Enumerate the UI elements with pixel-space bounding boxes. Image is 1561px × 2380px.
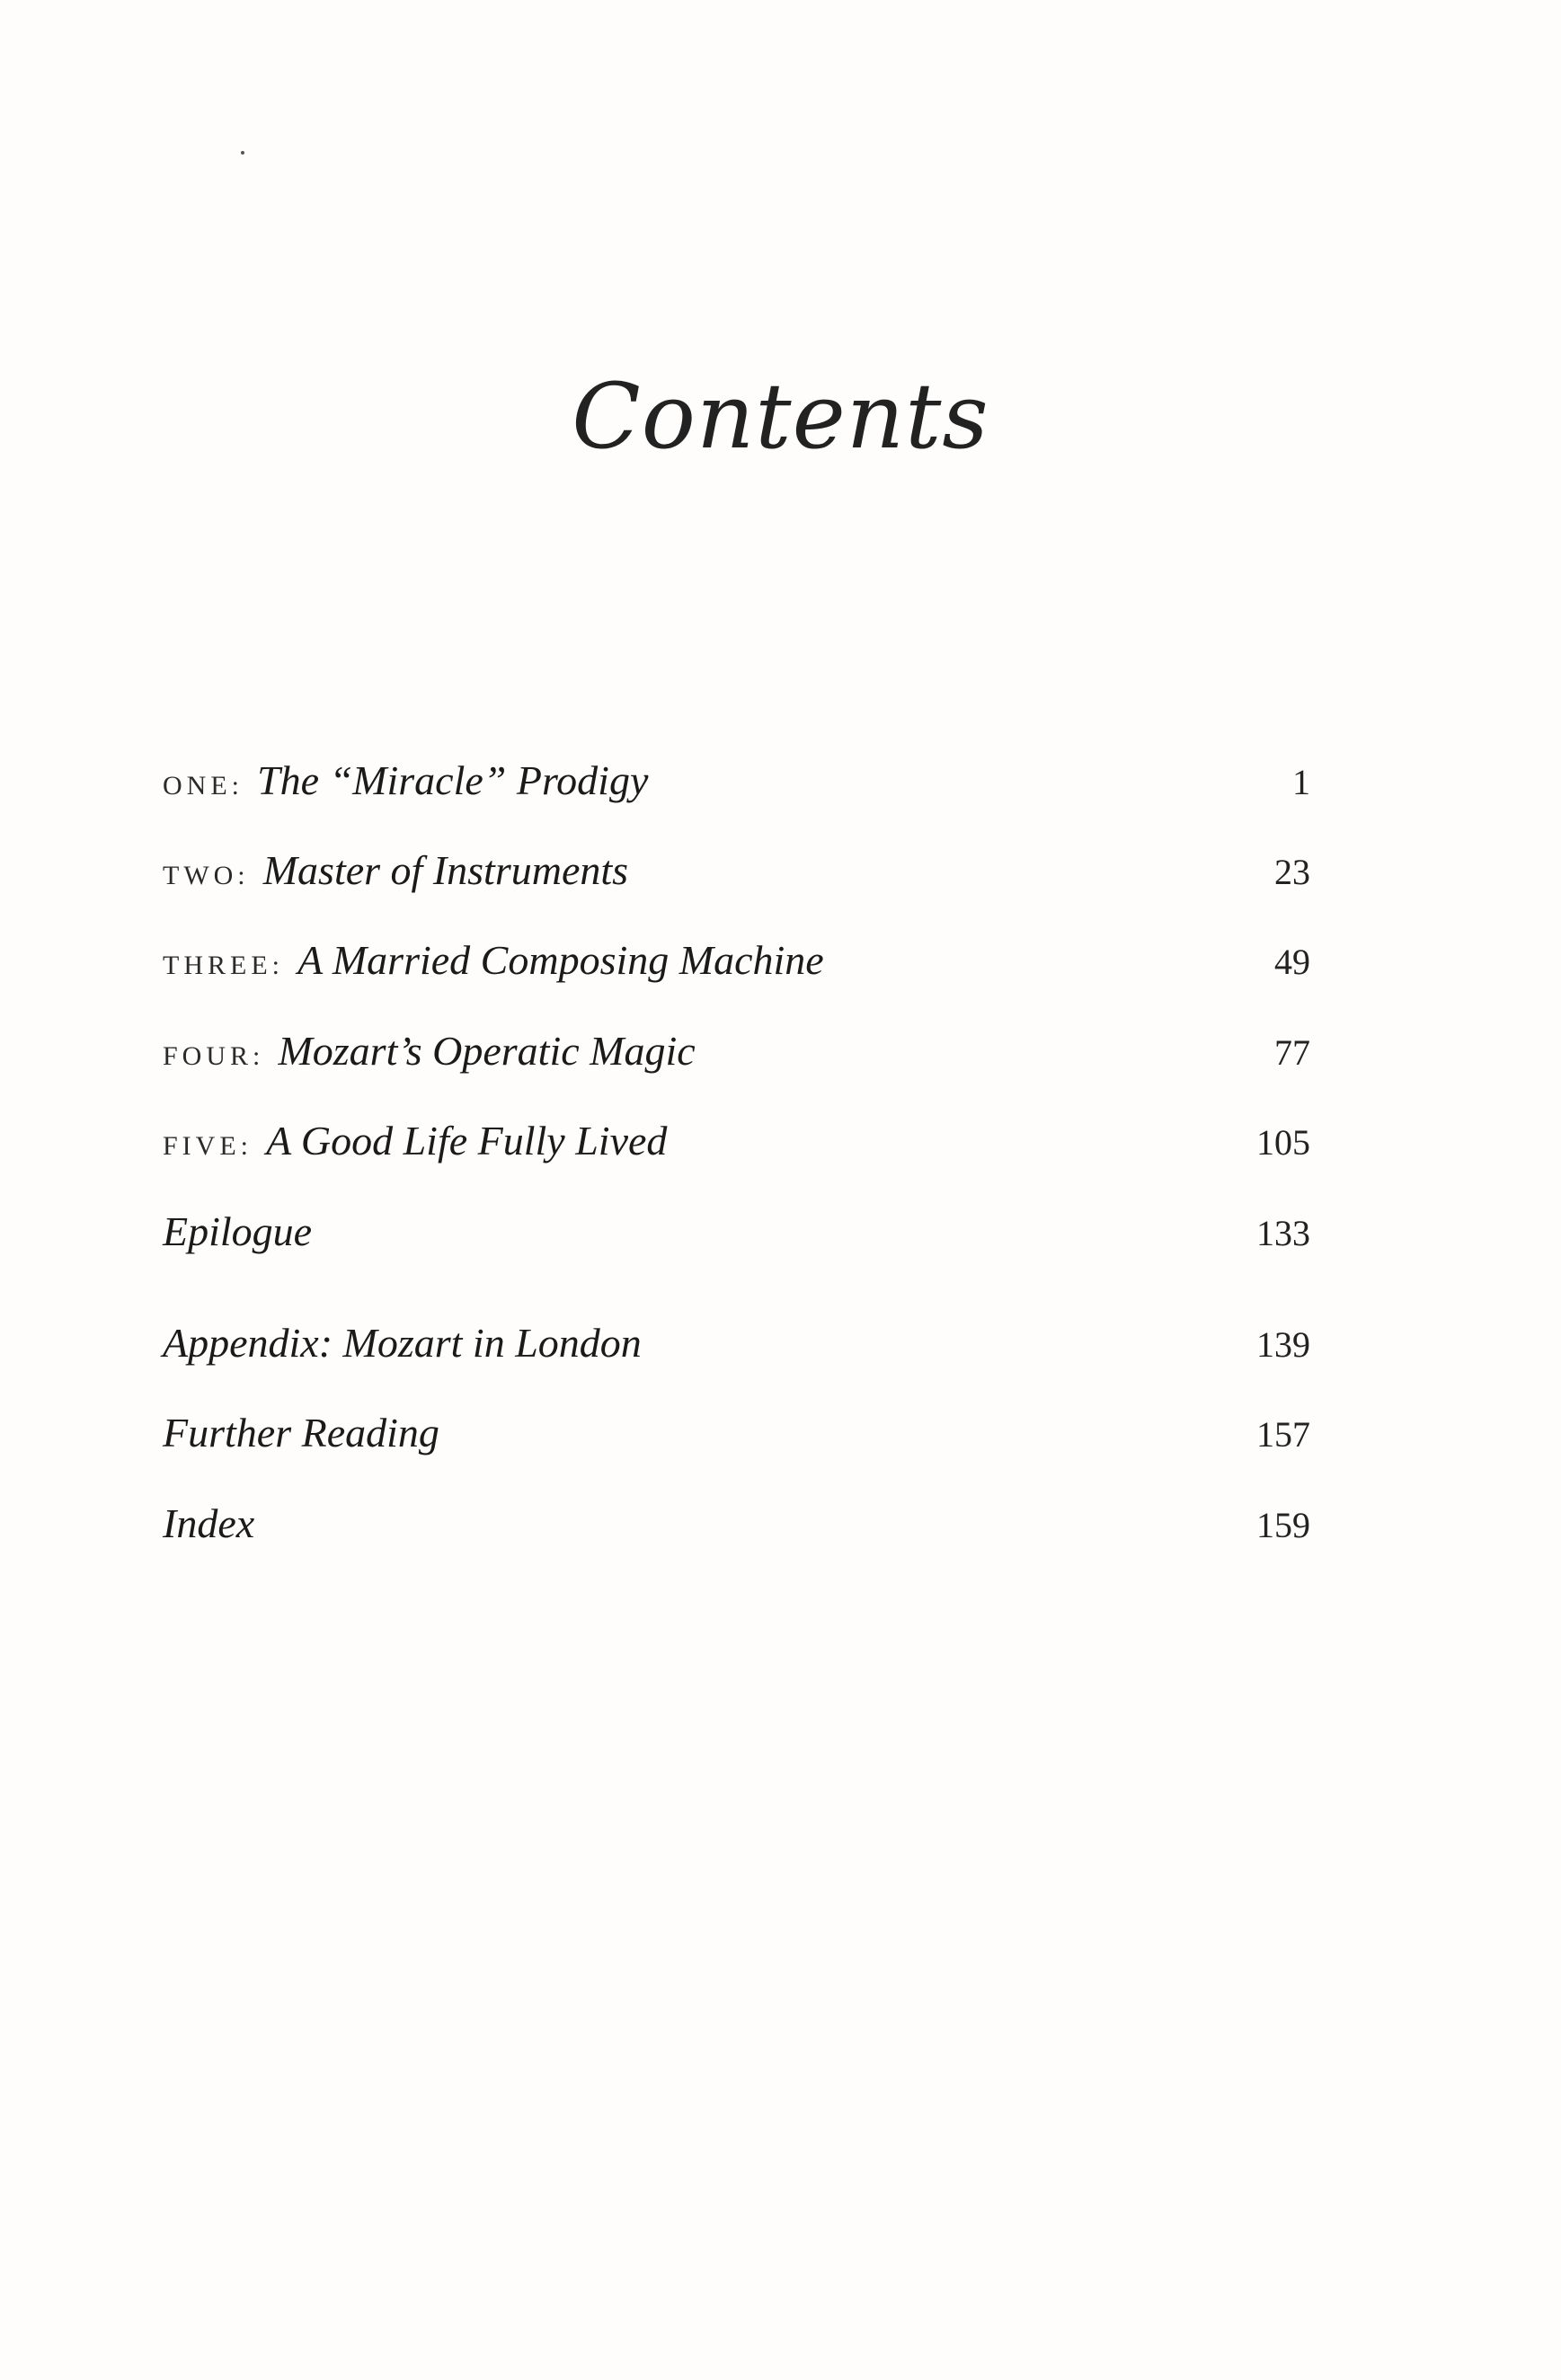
toc-entry-four (163, 1027, 1310, 1075)
chapter-label: FIVE: (163, 1131, 253, 1161)
chapter-title: Mozart’s Operatic Magic (278, 1028, 696, 1074)
page-number: 1 (1292, 762, 1310, 802)
chapter-title: Further Reading (163, 1410, 439, 1455)
page-number: 159 (1256, 1505, 1310, 1545)
toc-entry-appendix (163, 1319, 1310, 1367)
chapter-label: ONE: (163, 771, 244, 801)
chapter-label: TWO: (163, 861, 250, 890)
toc-entry-further-reading (163, 1409, 1310, 1456)
chapter-title: Epilogue (163, 1208, 313, 1254)
toc-entry-two (163, 846, 1310, 894)
toc-entry-epilogue (163, 1208, 1310, 1255)
page-title: Contents (572, 364, 989, 469)
chapter-title: A Good Life Fully Lived (266, 1118, 668, 1163)
page-number: 23 (1274, 852, 1310, 892)
page-number: 133 (1256, 1213, 1310, 1253)
page-number: 157 (1256, 1414, 1310, 1455)
chapter-title: The “Miracle” Prodigy (257, 757, 649, 803)
toc-entry-index (163, 1500, 1310, 1547)
chapter-title: Master of Instruments (262, 847, 629, 893)
page-number: 105 (1256, 1122, 1310, 1163)
chapter-title: A Married Composing Machine (297, 937, 824, 983)
chapter-label: FOUR: (163, 1041, 265, 1071)
chapter-title: Appendix: Mozart in London (163, 1320, 642, 1366)
scan-speck (241, 151, 244, 155)
chapter-title: Index (163, 1500, 255, 1546)
chapter-label: THREE: (163, 951, 284, 980)
page-number: 139 (1256, 1324, 1310, 1365)
toc-entry-one (163, 756, 1310, 804)
toc-entry-five (163, 1117, 1310, 1164)
toc-entry-three (163, 936, 1310, 984)
page-number: 77 (1274, 1032, 1310, 1073)
page-number: 49 (1274, 942, 1310, 982)
